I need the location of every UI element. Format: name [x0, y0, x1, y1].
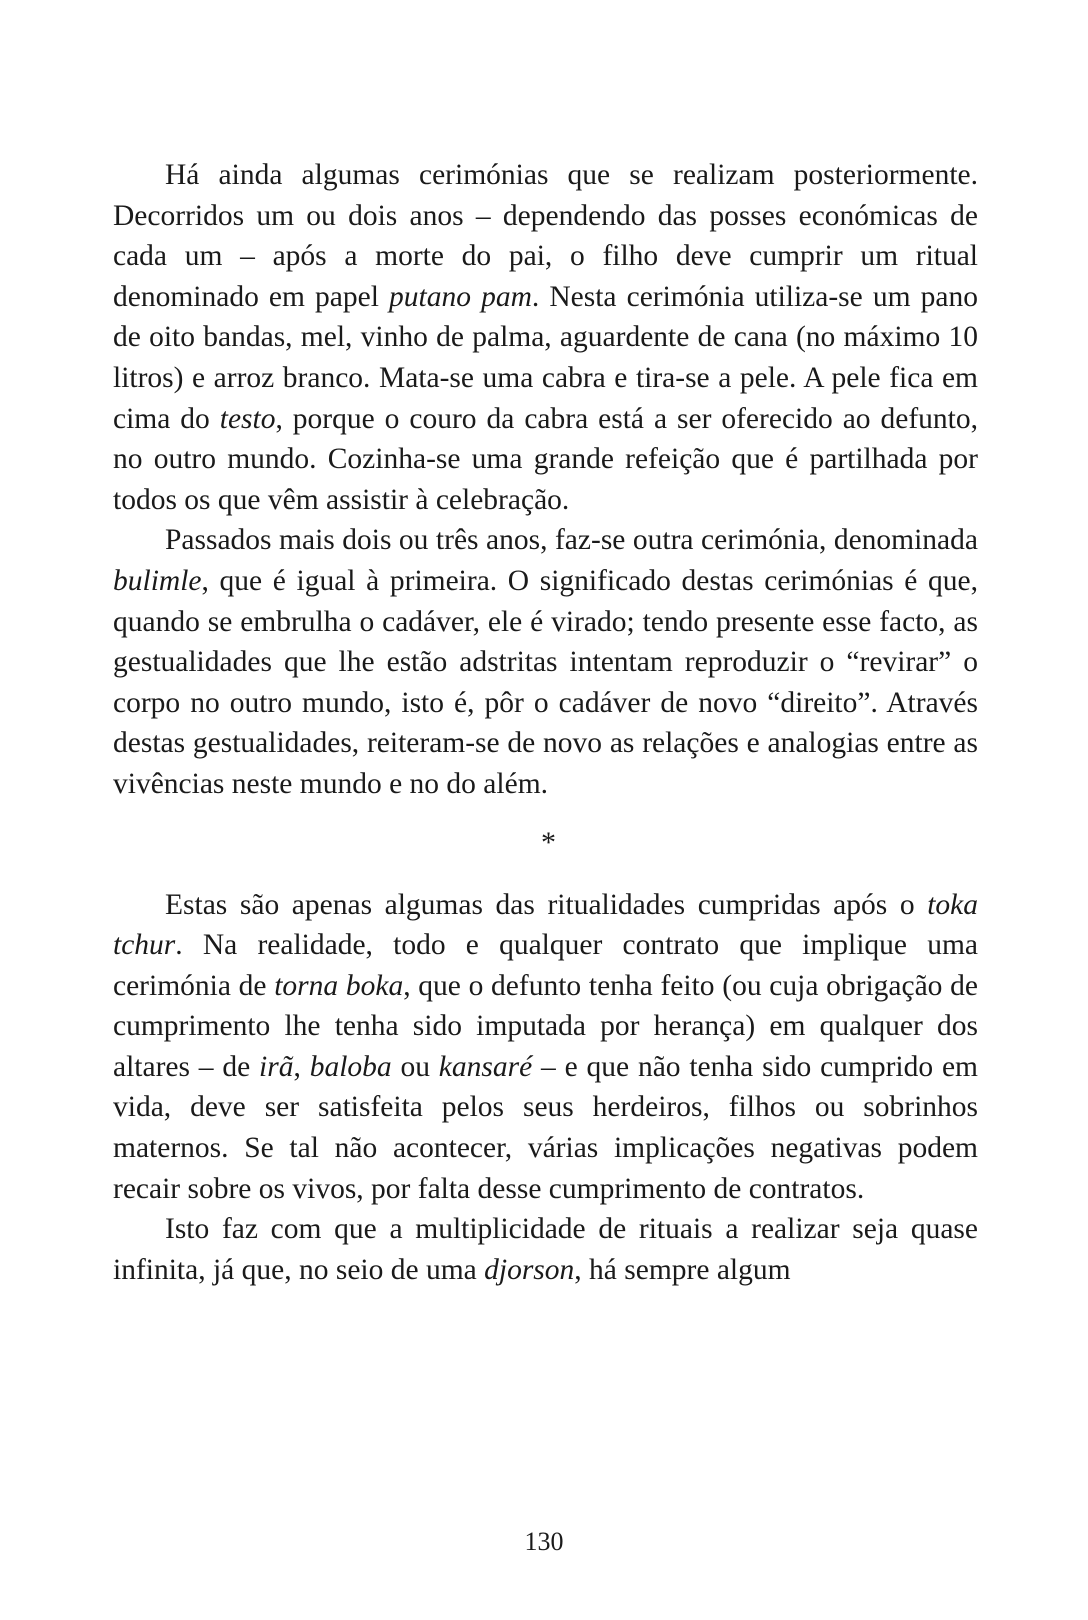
italic-term: kansaré — [438, 1050, 533, 1083]
italic-term: torna boka — [274, 969, 404, 1002]
text-run: Estas são apenas algumas das ritualidades cumpridas após o — [165, 888, 928, 921]
italic-term: baloba — [309, 1050, 392, 1083]
text-run: Passados mais dois ou três anos, faz-se outra cerimónia, denominada — [165, 524, 978, 557]
text-run: ou — [391, 1050, 439, 1083]
text-run: , — [293, 1050, 310, 1083]
text-run: . Na realidade, todo e qualquer contrato que implique uma cerimónia de — [113, 929, 978, 1002]
text-run: Isto faz com que a multiplicidade de rituais a realizar seja quase infinita, já que, no seio de uma — [113, 1213, 978, 1286]
italic-term: putano pam — [389, 280, 532, 313]
text-run: , que é igual à primeira. O significado destas cerimónias é que, quando se embrulha o cadáver, ele é virado; tendo presente esse facto, as gestualidades que lhe estão adstritas intentam reproduzir o “revirar” o corpo no outro mundo, isto é, pôr o cadáver de novo “direito”. Através destas gestualidades, reiteram-se de novo as relações e analogias entre as vivências neste mundo e no do além. — [113, 564, 978, 800]
text-run: , porque o couro da cabra está a ser oferecido ao defunto, no outro mundo. Cozinha-se uma grande refeição que é partilhada por todos os que vêm assistir à celebração. — [113, 402, 978, 516]
text-run: , que o defunto tenha feito (ou cuja obrigação de cumprimento lhe tenha sido imputada por herança) em qualquer dos altares – de — [113, 969, 978, 1083]
italic-term: irã — [259, 1050, 294, 1083]
text-block-after-separator — [113, 885, 978, 1291]
paragraph-p1 — [113, 155, 978, 520]
paragraph-p4 — [113, 1209, 978, 1290]
text-run: , há sempre algum — [574, 1253, 791, 1286]
page-body — [113, 155, 978, 1290]
italic-term: djorson — [484, 1253, 575, 1286]
page-number: 130 — [524, 1527, 564, 1556]
paragraph-p3 — [113, 885, 978, 1210]
text-run: – e que não tenha sido cumprido em vida, deve ser satisfeita pelos seus herdeiros, filhos ou sobrinhos maternos. Se tal não acontecer, várias implicações negativas podem recair sobre os vivos, por falta desse cumprimento de contratos. — [113, 1050, 978, 1205]
paragraph-p2 — [113, 520, 978, 804]
text-block-before-separator — [113, 155, 978, 805]
italic-term: toka tchur — [113, 888, 978, 962]
text-run: . Nesta cerimónia utiliza-se um pano de oito bandas, mel, vinho de palma, aguardente de cana (no máximo 10 litros) e arroz branco. Mata-se uma cabra e tira-se a pele. A pele fica em cima do — [113, 280, 978, 435]
text-run: Há ainda algumas cerimónias que se realizam posteriormente. Decorridos um ou dois anos – dependendo das posses económicas de cada um – após a morte do pai, o filho deve cumprir um ritual denominado em papel — [113, 159, 978, 313]
italic-term: testo — [219, 402, 276, 435]
italic-term: bulimle — [113, 564, 202, 597]
section-separator: * — [541, 825, 556, 859]
